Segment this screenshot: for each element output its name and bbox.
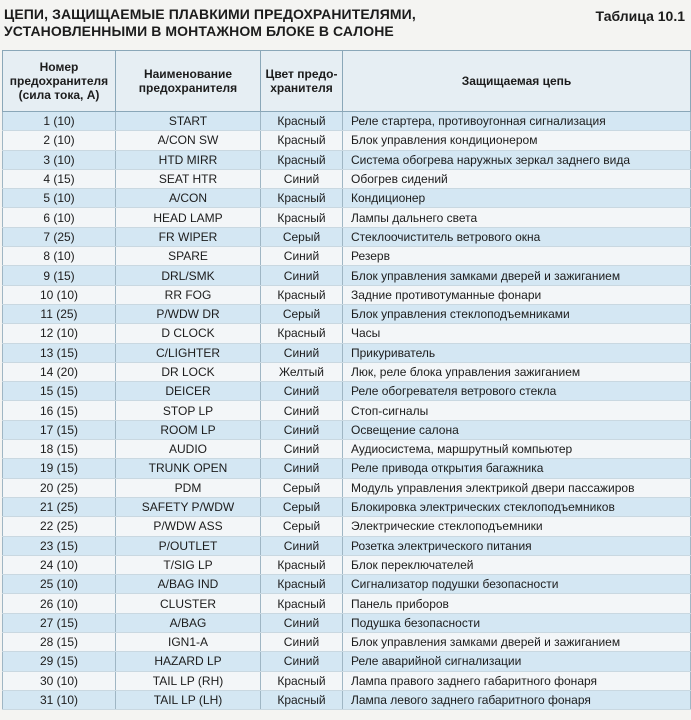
protected-circuit-cell: Резерв bbox=[343, 247, 691, 266]
table-row bbox=[3, 112, 691, 131]
fuse-name-cell: SAFETY P/WDW bbox=[116, 497, 261, 516]
fuse-name-cell: DEICER bbox=[116, 382, 261, 401]
fuse-number-cell: 6 (10) bbox=[3, 208, 116, 227]
fuse-name-cell: FR WIPER bbox=[116, 227, 261, 246]
table-row bbox=[3, 208, 691, 227]
table-row bbox=[3, 633, 691, 652]
table-row bbox=[3, 131, 691, 150]
table-row bbox=[3, 459, 691, 478]
fuse-number-cell: 16 (15) bbox=[3, 401, 116, 420]
fuse-color-cell: Желтый bbox=[261, 362, 343, 381]
title-line-2: УСТАНОВЛЕННЫМИ В МОНТАЖНОМ БЛОКЕ В САЛОНЕ bbox=[4, 23, 394, 39]
fuse-color-cell: Красный bbox=[261, 324, 343, 343]
fuse-color-cell: Синий bbox=[261, 613, 343, 632]
fuse-number-cell: 7 (25) bbox=[3, 227, 116, 246]
fuse-name-cell: IGN1-A bbox=[116, 633, 261, 652]
fuse-color-cell: Синий bbox=[261, 440, 343, 459]
fuse-name-cell: STOP LP bbox=[116, 401, 261, 420]
protected-circuit-cell: Реле обогревателя ветрового стекла bbox=[343, 382, 691, 401]
fuse-name-cell: DR LOCK bbox=[116, 362, 261, 381]
fuse-number-cell: 30 (10) bbox=[3, 671, 116, 690]
header-number: Номер предохранителя (сила тока, А) bbox=[3, 51, 116, 112]
fuse-number-cell: 19 (15) bbox=[3, 459, 116, 478]
table-row bbox=[3, 517, 691, 536]
table-row bbox=[3, 382, 691, 401]
table-header-row bbox=[3, 51, 691, 112]
fuse-name-cell: PDM bbox=[116, 478, 261, 497]
table-row bbox=[3, 304, 691, 323]
fuse-number-cell: 28 (15) bbox=[3, 633, 116, 652]
protected-circuit-cell: Стоп-сигналы bbox=[343, 401, 691, 420]
fuse-number-cell: 20 (25) bbox=[3, 478, 116, 497]
table-row bbox=[3, 536, 691, 555]
fuse-number-cell: 31 (10) bbox=[3, 690, 116, 709]
fuse-color-cell: Красный bbox=[261, 575, 343, 594]
protected-circuit-cell: Блок управления замками дверей и зажиганием bbox=[343, 266, 691, 285]
table-row bbox=[3, 575, 691, 594]
header-name: Наименование предохранителя bbox=[116, 51, 261, 112]
table-row bbox=[3, 324, 691, 343]
title-line-1: ЦЕПИ, ЗАЩИЩАЕМЫЕ ПЛАВКИМИ ПРЕДОХРАНИТЕЛЯМИ, bbox=[4, 6, 416, 22]
fuse-color-cell: Серый bbox=[261, 517, 343, 536]
fuse-color-cell: Красный bbox=[261, 671, 343, 690]
fuse-number-cell: 24 (10) bbox=[3, 555, 116, 574]
fuse-name-cell: C/LIGHTER bbox=[116, 343, 261, 362]
header-color: Цвет предо-хранителя bbox=[261, 51, 343, 112]
fuse-number-cell: 18 (15) bbox=[3, 440, 116, 459]
fuse-name-cell: TAIL LP (LH) bbox=[116, 690, 261, 709]
table-row bbox=[3, 420, 691, 439]
fuse-color-cell: Красный bbox=[261, 189, 343, 208]
protected-circuit-cell: Блок управления замками дверей и зажиганием bbox=[343, 633, 691, 652]
protected-circuit-cell: Блок управления стеклоподъемниками bbox=[343, 304, 691, 323]
fuse-name-cell: A/BAG bbox=[116, 613, 261, 632]
protected-circuit-cell: Обогрев сидений bbox=[343, 169, 691, 188]
fuse-color-cell: Красный bbox=[261, 150, 343, 169]
fuse-color-cell: Красный bbox=[261, 131, 343, 150]
fuse-color-cell: Серый bbox=[261, 478, 343, 497]
fuse-number-cell: 9 (15) bbox=[3, 266, 116, 285]
fuse-name-cell: HAZARD LP bbox=[116, 652, 261, 671]
table-row bbox=[3, 613, 691, 632]
fuse-number-cell: 2 (10) bbox=[3, 131, 116, 150]
protected-circuit-cell: Реле аварийной сигнализации bbox=[343, 652, 691, 671]
fuse-number-cell: 3 (10) bbox=[3, 150, 116, 169]
fuse-name-cell: P/WDW DR bbox=[116, 304, 261, 323]
fuse-color-cell: Красный bbox=[261, 690, 343, 709]
fuse-color-cell: Серый bbox=[261, 497, 343, 516]
fuse-color-cell: Синий bbox=[261, 420, 343, 439]
fuse-color-cell: Синий bbox=[261, 343, 343, 362]
protected-circuit-cell: Розетка электрического питания bbox=[343, 536, 691, 555]
protected-circuit-cell: Система обогрева наружных зеркал заднего вида bbox=[343, 150, 691, 169]
fuse-color-cell: Синий bbox=[261, 652, 343, 671]
fuse-number-cell: 10 (10) bbox=[3, 285, 116, 304]
fuse-name-cell: START bbox=[116, 112, 261, 131]
protected-circuit-cell: Лампа левого заднего габаритного фонаря bbox=[343, 690, 691, 709]
fuse-name-cell: HTD MIRR bbox=[116, 150, 261, 169]
table-row bbox=[3, 401, 691, 420]
table-row bbox=[3, 227, 691, 246]
fuse-number-cell: 26 (10) bbox=[3, 594, 116, 613]
page-title bbox=[4, 6, 484, 40]
table-row bbox=[3, 440, 691, 459]
fuse-number-cell: 17 (15) bbox=[3, 420, 116, 439]
fuse-color-cell: Серый bbox=[261, 227, 343, 246]
fuse-name-cell: D CLOCK bbox=[116, 324, 261, 343]
table-row bbox=[3, 150, 691, 169]
fuse-number-cell: 15 (15) bbox=[3, 382, 116, 401]
protected-circuit-cell: Панель приборов bbox=[343, 594, 691, 613]
fuse-name-cell: ROOM LP bbox=[116, 420, 261, 439]
fuse-name-cell: P/WDW ASS bbox=[116, 517, 261, 536]
table-row bbox=[3, 555, 691, 574]
fuse-color-cell: Синий bbox=[261, 401, 343, 420]
fuse-name-cell: TRUNK OPEN bbox=[116, 459, 261, 478]
table-row bbox=[3, 652, 691, 671]
table-row bbox=[3, 343, 691, 362]
table-row bbox=[3, 594, 691, 613]
fuse-name-cell: P/OUTLET bbox=[116, 536, 261, 555]
fuse-number-cell: 12 (10) bbox=[3, 324, 116, 343]
fuse-color-cell: Синий bbox=[261, 459, 343, 478]
fuse-name-cell: DRL/SMK bbox=[116, 266, 261, 285]
header-circuit: Защищаемая цепь bbox=[343, 51, 691, 112]
table-row bbox=[3, 478, 691, 497]
fuse-number-cell: 8 (10) bbox=[3, 247, 116, 266]
fuse-color-cell: Красный bbox=[261, 112, 343, 131]
fuse-name-cell: AUDIO bbox=[116, 440, 261, 459]
protected-circuit-cell: Подушка безопасности bbox=[343, 613, 691, 632]
protected-circuit-cell: Часы bbox=[343, 324, 691, 343]
protected-circuit-cell: Лампы дальнего света bbox=[343, 208, 691, 227]
protected-circuit-cell: Аудиосистема, маршрутный компьютер bbox=[343, 440, 691, 459]
table-row bbox=[3, 247, 691, 266]
protected-circuit-cell: Блок переключателей bbox=[343, 555, 691, 574]
fuse-name-cell: HEAD LAMP bbox=[116, 208, 261, 227]
fuse-name-cell: CLUSTER bbox=[116, 594, 261, 613]
protected-circuit-cell: Люк, реле блока управления зажиганием bbox=[343, 362, 691, 381]
protected-circuit-cell: Блок управления кондиционером bbox=[343, 131, 691, 150]
protected-circuit-cell: Стеклоочиститель ветрового окна bbox=[343, 227, 691, 246]
fuse-name-cell: TAIL LP (RH) bbox=[116, 671, 261, 690]
protected-circuit-cell: Лампа правого заднего габаритного фонаря bbox=[343, 671, 691, 690]
fuse-number-cell: 23 (15) bbox=[3, 536, 116, 555]
fuse-number-cell: 4 (15) bbox=[3, 169, 116, 188]
table-row bbox=[3, 189, 691, 208]
table-row bbox=[3, 266, 691, 285]
protected-circuit-cell: Задние противотуманные фонари bbox=[343, 285, 691, 304]
fuse-name-cell: SEAT HTR bbox=[116, 169, 261, 188]
fuse-number-cell: 22 (25) bbox=[3, 517, 116, 536]
fuse-color-cell: Красный bbox=[261, 594, 343, 613]
table-row bbox=[3, 362, 691, 381]
fuse-color-cell: Красный bbox=[261, 285, 343, 304]
fuse-number-cell: 14 (20) bbox=[3, 362, 116, 381]
fuse-color-cell: Синий bbox=[261, 633, 343, 652]
fuse-color-cell: Синий bbox=[261, 382, 343, 401]
fuse-color-cell: Серый bbox=[261, 304, 343, 323]
fuse-color-cell: Синий bbox=[261, 536, 343, 555]
table-label: Таблица 10.1 bbox=[595, 8, 685, 24]
fuse-name-cell: RR FOG bbox=[116, 285, 261, 304]
fuse-color-cell: Синий bbox=[261, 247, 343, 266]
fuse-table bbox=[2, 50, 691, 710]
fuse-number-cell: 11 (25) bbox=[3, 304, 116, 323]
protected-circuit-cell: Реле привода открытия багажника bbox=[343, 459, 691, 478]
fuse-number-cell: 27 (15) bbox=[3, 613, 116, 632]
fuse-number-cell: 1 (10) bbox=[3, 112, 116, 131]
fuse-number-cell: 5 (10) bbox=[3, 189, 116, 208]
table-row bbox=[3, 671, 691, 690]
protected-circuit-cell: Сигнализатор подушки безопасности bbox=[343, 575, 691, 594]
protected-circuit-cell: Электрические стеклоподъемники bbox=[343, 517, 691, 536]
fuse-color-cell: Синий bbox=[261, 266, 343, 285]
table-row bbox=[3, 690, 691, 709]
fuse-name-cell: A/BAG IND bbox=[116, 575, 261, 594]
fuse-name-cell: A/CON SW bbox=[116, 131, 261, 150]
protected-circuit-cell: Освещение салона bbox=[343, 420, 691, 439]
fuse-color-cell: Синий bbox=[261, 169, 343, 188]
fuse-number-cell: 25 (10) bbox=[3, 575, 116, 594]
fuse-number-cell: 21 (25) bbox=[3, 497, 116, 516]
protected-circuit-cell: Блокировка электрических стеклоподъемников bbox=[343, 497, 691, 516]
table-row bbox=[3, 169, 691, 188]
table-row bbox=[3, 497, 691, 516]
fuse-color-cell: Красный bbox=[261, 555, 343, 574]
fuse-color-cell: Красный bbox=[261, 208, 343, 227]
fuse-name-cell: T/SIG LP bbox=[116, 555, 261, 574]
table-row bbox=[3, 285, 691, 304]
protected-circuit-cell: Прикуриватель bbox=[343, 343, 691, 362]
protected-circuit-cell: Модуль управления электрикой двери пассажиров bbox=[343, 478, 691, 497]
fuse-name-cell: SPARE bbox=[116, 247, 261, 266]
protected-circuit-cell: Кондиционер bbox=[343, 189, 691, 208]
fuse-number-cell: 29 (15) bbox=[3, 652, 116, 671]
fuse-number-cell: 13 (15) bbox=[3, 343, 116, 362]
protected-circuit-cell: Реле стартера, противоугонная сигнализация bbox=[343, 112, 691, 131]
fuse-name-cell: A/CON bbox=[116, 189, 261, 208]
